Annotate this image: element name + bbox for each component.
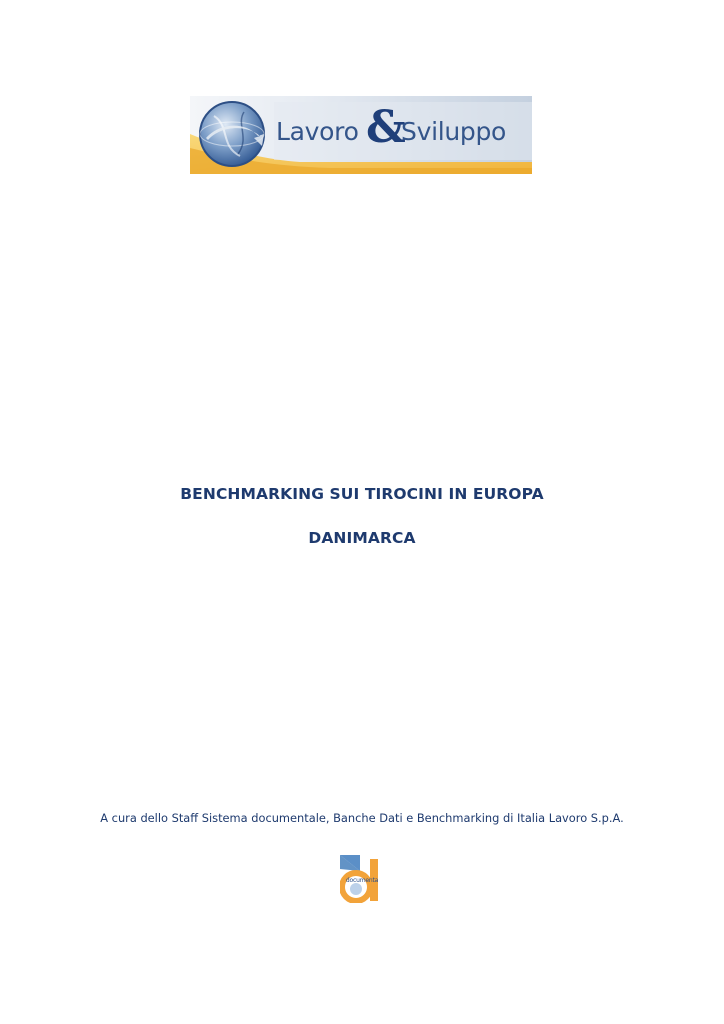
document-title: BENCHMARKING SUI TIROCINI IN EUROPA	[180, 485, 544, 503]
documenta-logo	[340, 855, 384, 903]
credit-line: A cura dello Staff Sistema documentale, Banche Dati e Benchmarking di Italia Lavoro S.p.A.	[100, 811, 624, 825]
logo-word-lavoro: Lavoro	[276, 117, 359, 146]
lavoro-sviluppo-logo	[190, 96, 532, 174]
logo-ampersand: &	[366, 102, 406, 153]
logo-word-sviluppo: Sviluppo	[401, 117, 507, 146]
document-country: DANIMARCA	[308, 529, 416, 547]
logo-wordmark	[276, 102, 530, 158]
documenta-logo-text: documenta	[345, 877, 379, 884]
